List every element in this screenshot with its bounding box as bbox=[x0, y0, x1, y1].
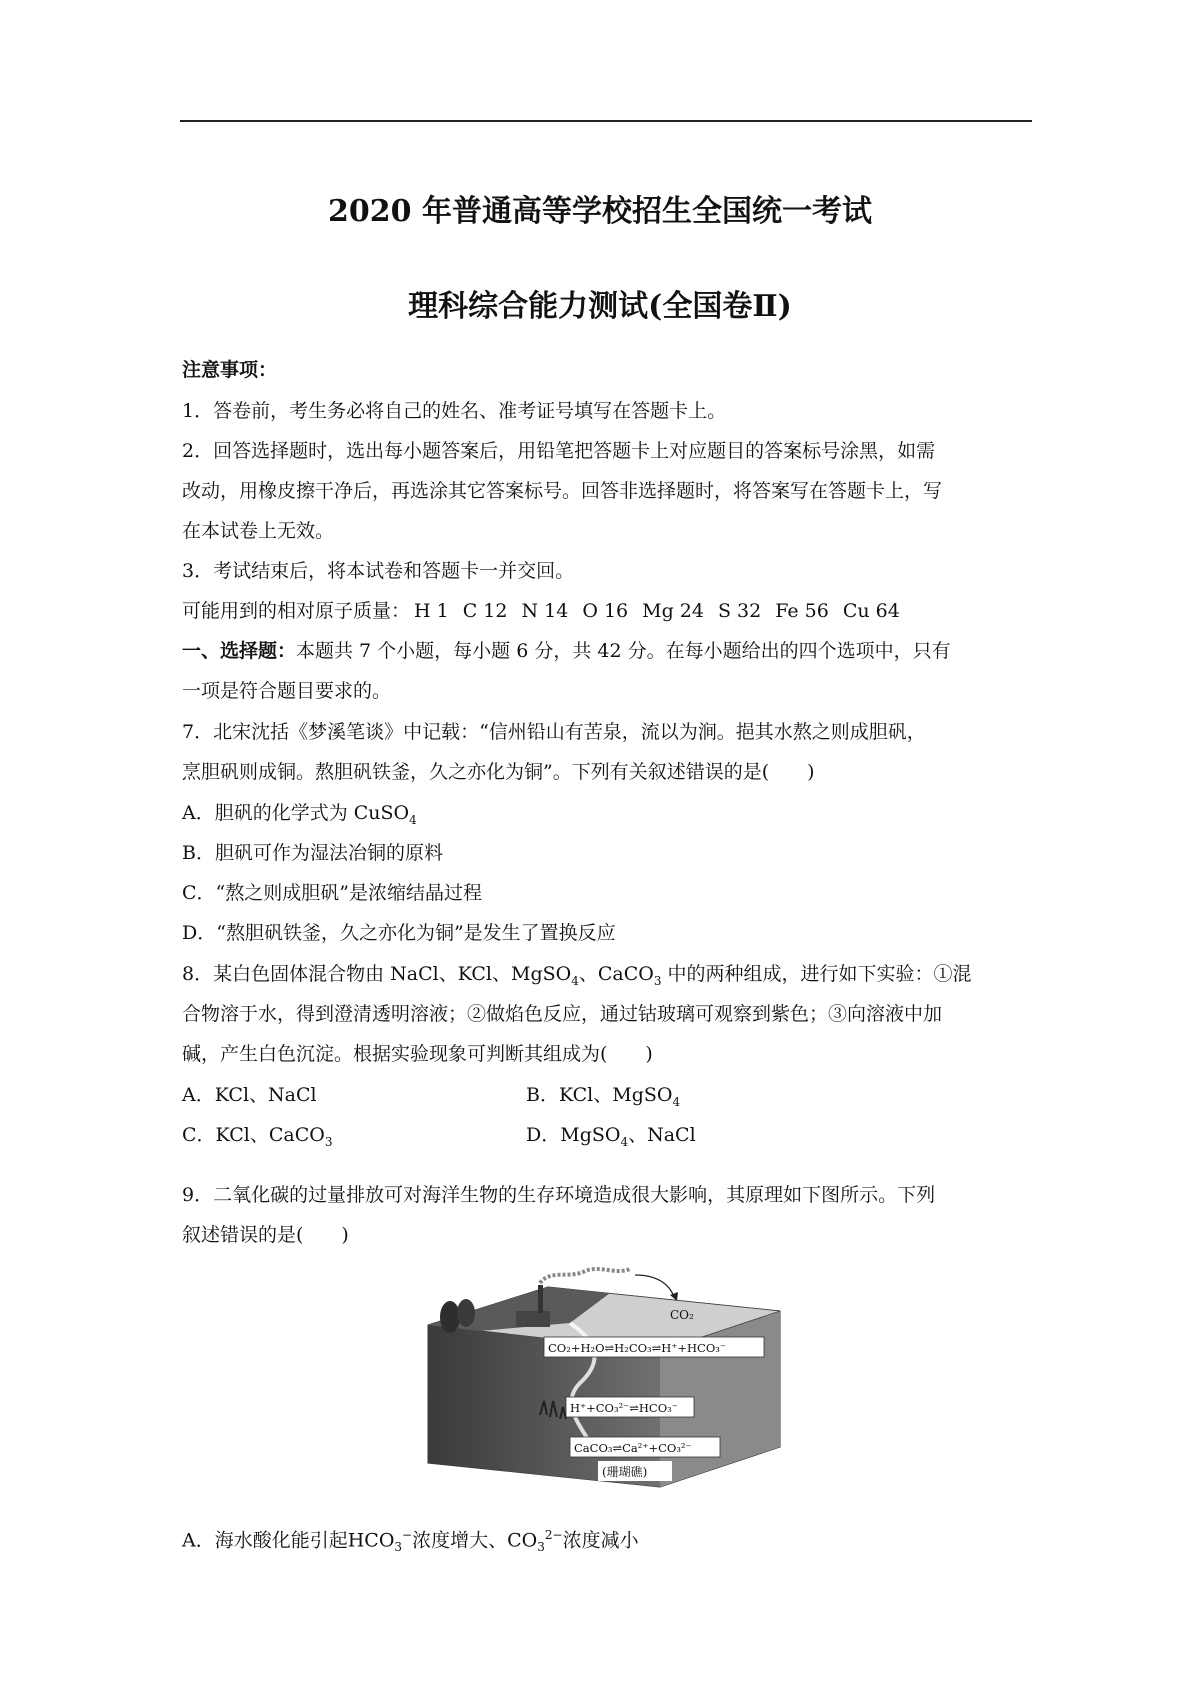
figure-eq-2: H⁺+CO₃²⁻⇌HCO₃⁻ bbox=[570, 1401, 678, 1415]
q9-option-a-sup-1: − bbox=[402, 1528, 413, 1542]
q8-option-c bbox=[182, 1122, 332, 1155]
q8-line-3: 碱，产生白色沉淀。根据实验现象可判断其组成为( ) bbox=[182, 1043, 653, 1065]
top-rule bbox=[180, 120, 1032, 122]
mass-fe: Fe 56 bbox=[775, 600, 829, 622]
q7-option-a-text: A．胆矾的化学式为 CuSO bbox=[182, 802, 410, 824]
q7-option-a-sub: 4 bbox=[409, 812, 417, 827]
notice-heading: 注意事项： bbox=[182, 359, 278, 381]
q8-option-b-sub: 4 bbox=[672, 1094, 681, 1109]
q9-option-a-sup-2: 2− bbox=[544, 1528, 563, 1542]
q7-option-d: D．“熬胆矾铁釜，久之亦化为铜”是发生了置换反应 bbox=[182, 922, 616, 944]
section-1-line-2: 一项是符合题目要求的。 bbox=[182, 680, 392, 702]
atomic-masses-label: 可能用到的相对原子质量： bbox=[182, 600, 411, 622]
q9-line-2: 叙述错误的是( ) bbox=[182, 1224, 349, 1246]
q8-option-d-text: D．MgSO bbox=[526, 1124, 621, 1146]
q9-option-a-text-2: 浓度增大、CO bbox=[412, 1529, 538, 1552]
q9-option-a-text: A．海水酸化能引起HCO bbox=[182, 1529, 395, 1552]
mass-o: O 16 bbox=[582, 600, 629, 622]
mass-n: N 14 bbox=[521, 600, 569, 622]
q7-option-c: C．“熬之则成胆矾”是浓缩结晶过程 bbox=[182, 882, 482, 904]
co2-arrow-icon bbox=[635, 1275, 674, 1297]
q9-option-a-sub-2: 3 bbox=[537, 1540, 545, 1555]
q9-option-a bbox=[182, 1522, 639, 1560]
q7-line-2: 烹胆矾则成铜。熬胆矾铁釜，久之亦化为铜”。下列有关叙述错误的是( ) bbox=[182, 761, 815, 783]
mass-cu: Cu 64 bbox=[842, 600, 900, 622]
q8-option-d bbox=[526, 1122, 696, 1155]
q8-option-b bbox=[526, 1082, 680, 1115]
q8-line-2: 合物溶于水，得到澄清透明溶液；②做焰色反应，通过钴玻璃可观察到紫色；③向溶液中加 bbox=[182, 1003, 943, 1025]
q8-option-d-sub: 4 bbox=[620, 1134, 629, 1149]
figure-eq-3: CaCO₃⇌Ca²⁺+CO₃²⁻ bbox=[574, 1441, 692, 1455]
q8-l1-part-a: 8．某白色固体混合物由 NaCl、KCl、MgSO bbox=[182, 963, 572, 985]
q9-option-a-sub-1: 3 bbox=[394, 1540, 403, 1555]
q8-option-b-text: B．KCl、MgSO bbox=[526, 1084, 673, 1106]
q8-l1-sub-1: 4 bbox=[571, 973, 579, 988]
notice-item-3: 3．考试结束后，将本试卷和答题卡一并交回。 bbox=[182, 560, 575, 582]
notice-item-1: 1．答卷前，考生务必将自己的姓名、准考证号填写在答题卡上。 bbox=[182, 400, 727, 422]
q8-line-1 bbox=[182, 961, 972, 994]
ocean-acidification-diagram bbox=[420, 1265, 790, 1493]
section-1-text: 本题共 7 个小题，每小题 6 分，共 42 分。在每小题给出的四个选项中，只有 bbox=[296, 640, 951, 662]
q9-line-1: 9．二氧化碳的过量排放可对海洋生物的生存环境造成很大影响，其原理如下图所示。下列 bbox=[182, 1184, 936, 1206]
notice-item-2-line-1: 2．回答选择题时，选出每小题答案后，用铅笔把答题卡上对应题目的答案标号涂黑，如需 bbox=[182, 440, 936, 462]
mass-mg: Mg 24 bbox=[642, 600, 704, 622]
mass-h: H 1 bbox=[414, 600, 449, 622]
mass-c: C 12 bbox=[462, 600, 508, 622]
exam-title: 2020 年普通高等学校招生全国统一考试 bbox=[328, 194, 872, 229]
q8-l1-sub-2: 3 bbox=[653, 973, 662, 988]
q8-option-c-sub: 3 bbox=[324, 1134, 333, 1149]
q8-l1-part-b: 、CaCO bbox=[578, 963, 654, 985]
q8-l1-part-c: 中的两种组成，进行如下实验：①混 bbox=[661, 963, 972, 985]
mass-s: S 32 bbox=[717, 600, 762, 622]
figure-co2-label: CO₂ bbox=[670, 1308, 694, 1322]
q8-option-a: A．KCl、NaCl bbox=[182, 1084, 317, 1106]
q7-option-a bbox=[182, 800, 417, 833]
section-1-heading: 一、选择题： bbox=[182, 640, 297, 662]
figure-eq-1: CO₂+H₂O⇌H₂CO₃⇌H⁺+HCO₃⁻ bbox=[548, 1341, 726, 1355]
q7-line-1: 7．北宋沈括《梦溪笔谈》中记载：“信州铅山有苦泉，流以为涧。挹其水熬之则成胆矾， bbox=[182, 721, 926, 743]
figure-coral-label: (珊瑚礁) bbox=[602, 1465, 648, 1479]
q9-option-a-text-3: 浓度减小 bbox=[562, 1529, 639, 1552]
q8-option-d-text-2: 、NaCl bbox=[628, 1124, 696, 1146]
exam-subtitle: 理科综合能力测试(全国卷Ⅱ) bbox=[408, 289, 792, 324]
notice-item-2-line-3: 在本试卷上无效。 bbox=[182, 520, 335, 542]
q8-option-c-text: C．KCl、CaCO bbox=[182, 1124, 325, 1146]
notice-item-2-line-2: 改动，用橡皮擦干净后，再选涂其它答案标号。回答非选择题时，将答案写在答题卡上，写 bbox=[182, 480, 943, 502]
q7-option-b: B．胆矾可作为湿法冶铜的原料 bbox=[182, 842, 443, 864]
atomic-masses bbox=[182, 598, 914, 624]
section-1-line-1 bbox=[182, 638, 951, 664]
